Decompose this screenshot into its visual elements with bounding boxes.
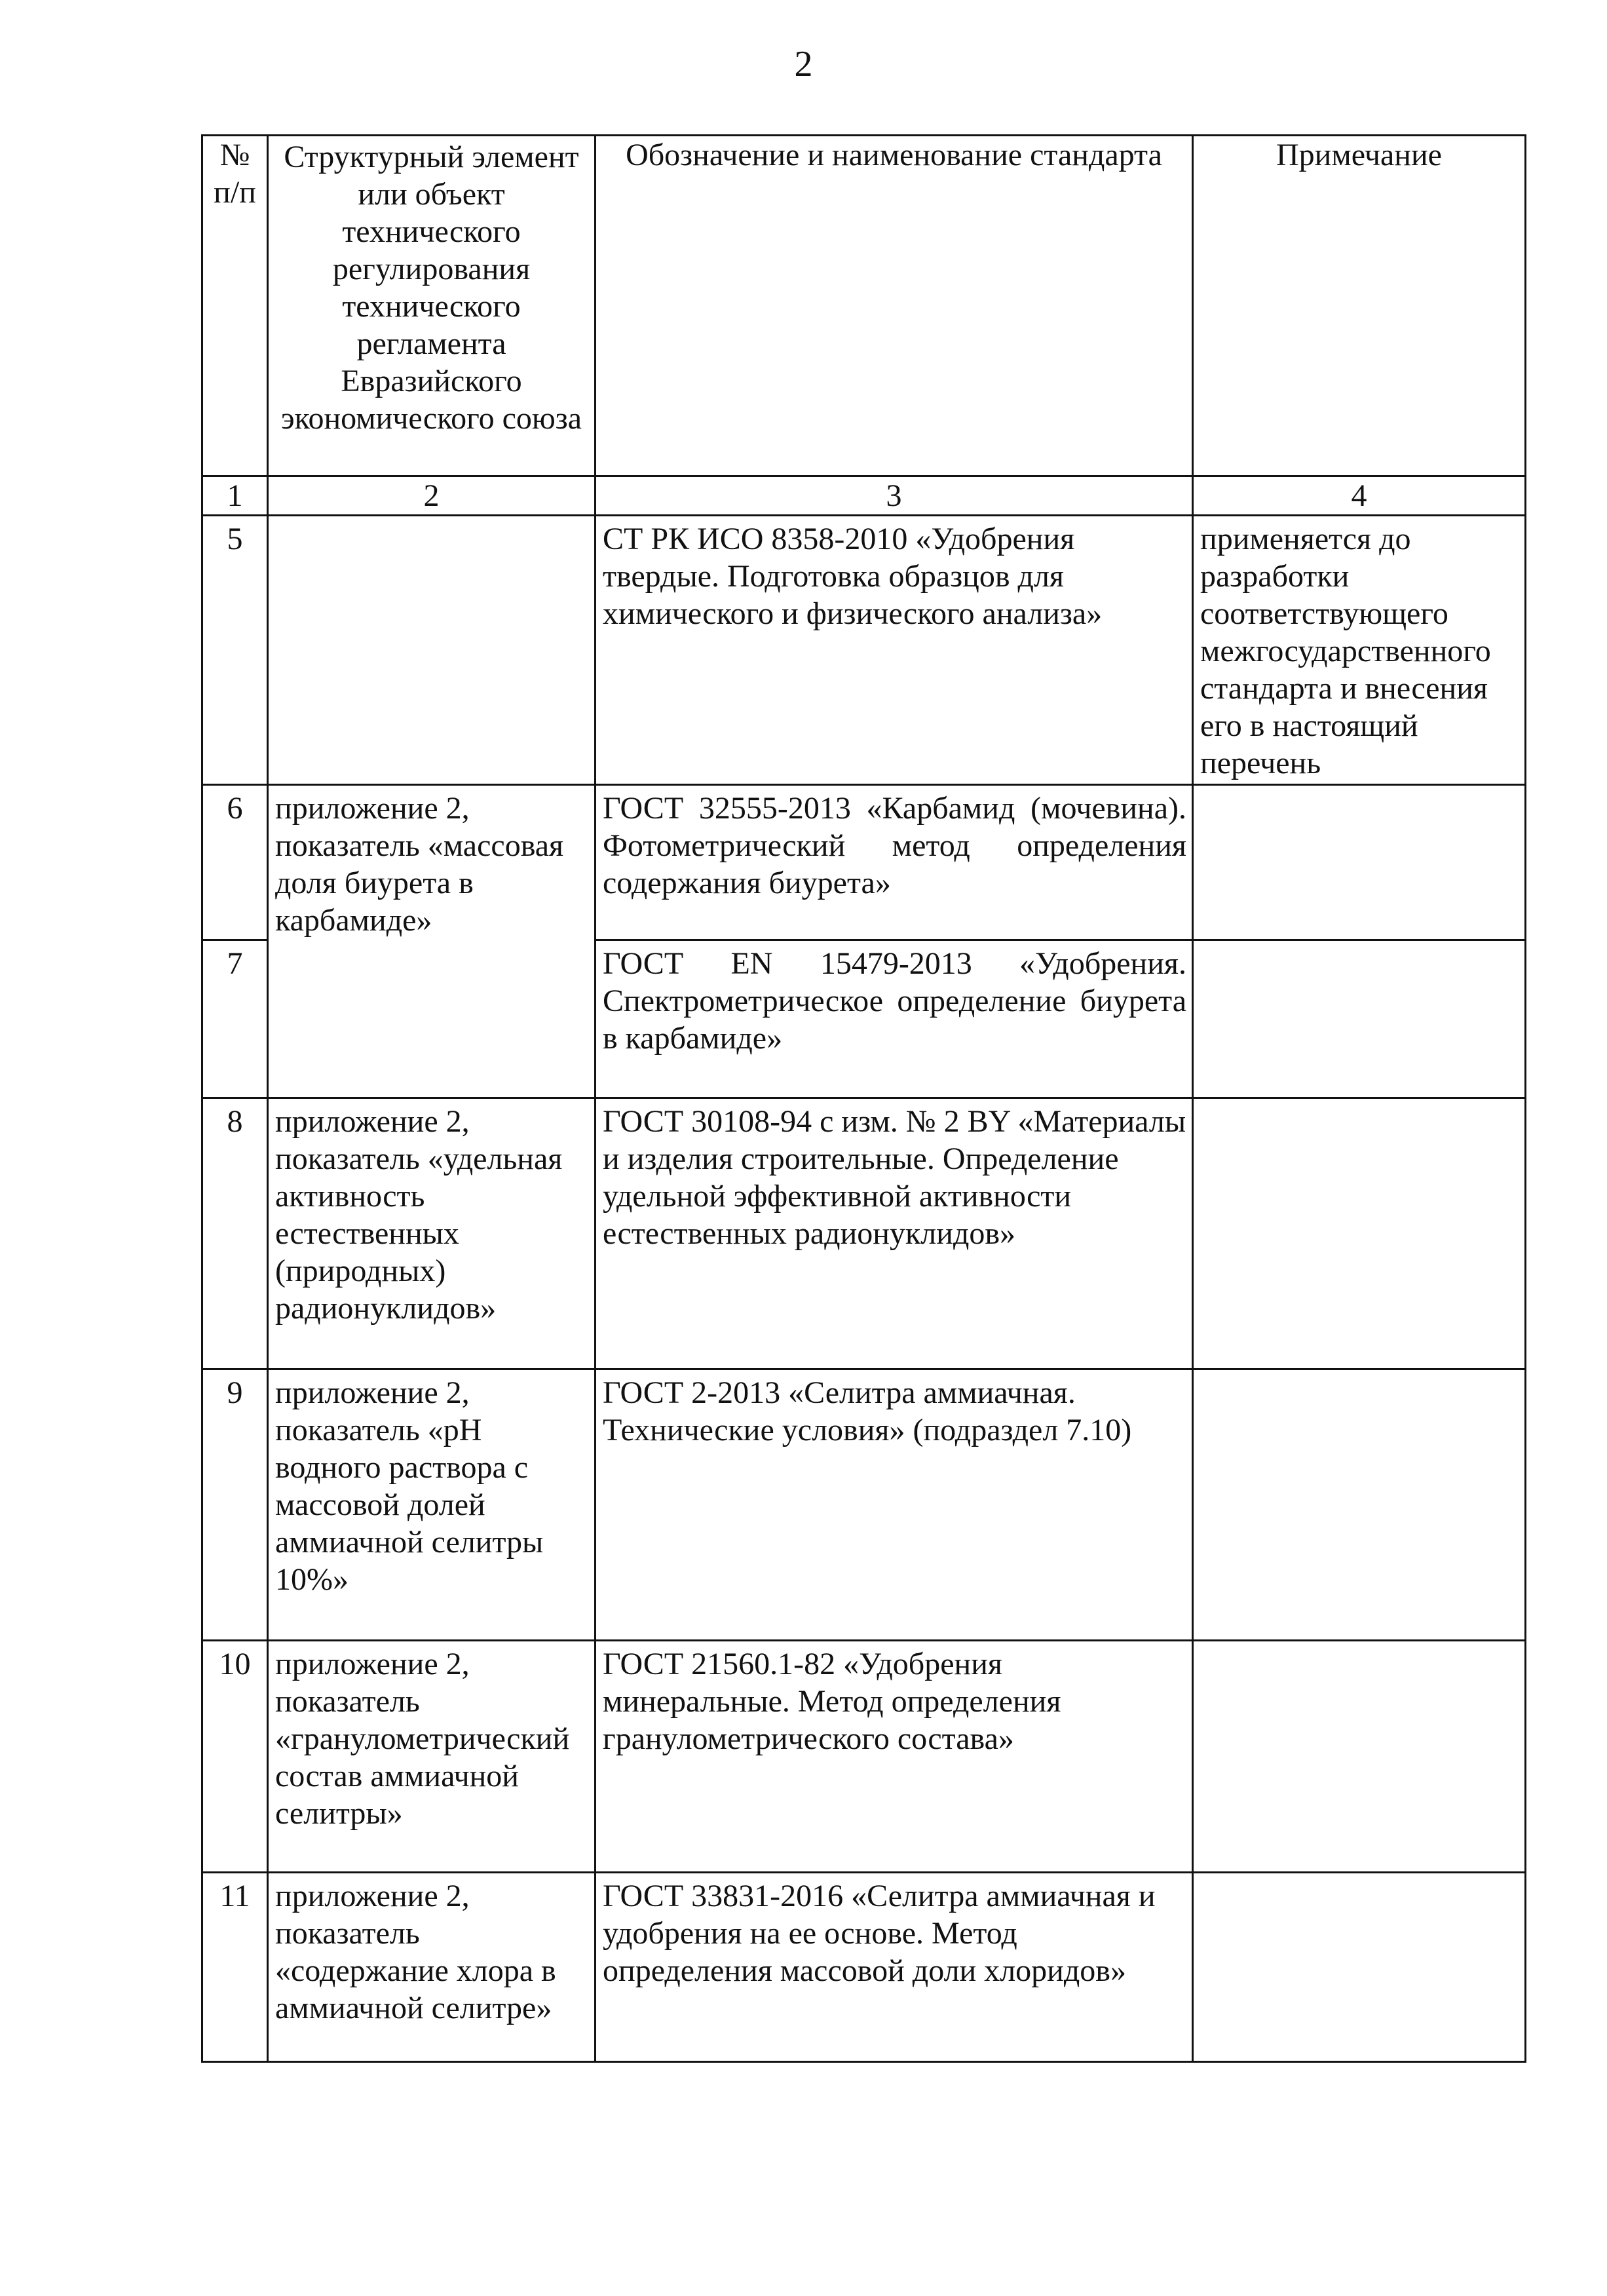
column-number-cell: 4 (1193, 476, 1526, 516)
row-number: 11 (202, 1873, 268, 2062)
standards-table (201, 134, 1526, 2063)
column-number-cell: 2 (268, 476, 596, 516)
row-standard: ГОСТ 33831-2016 «Селитра аммиачная и удобрения на ее основе. Метод определения массовой доли хлоридов» (596, 1873, 1193, 2062)
column-number-row (202, 476, 1526, 516)
row-number: 5 (202, 516, 268, 785)
page-number: 2 (794, 44, 813, 85)
header-element (268, 136, 596, 476)
row-note (1193, 1641, 1526, 1873)
table-row (202, 1098, 1526, 1369)
header-number (202, 136, 268, 476)
row-note (1193, 940, 1526, 1098)
row-standard: ГОСТ 2-2013 «Селитра аммиачная. Технические условия» (подраздел 7.10) (596, 1369, 1193, 1641)
row-standard: ГОСТ EN 15479-2013 «Удобрения. Спектрометрическое определение биурета в карбамиде» (596, 940, 1193, 1098)
row-note (1193, 1369, 1526, 1641)
table-row (202, 785, 1526, 940)
header-note-text: Примечание (1276, 138, 1442, 172)
row-note (1193, 1873, 1526, 2062)
row-number: 7 (202, 940, 268, 1098)
table-header-row (202, 136, 1526, 476)
row-element (268, 516, 596, 785)
row-element: приложение 2, показатель «массовая доля биурета в карбамиде» (268, 785, 596, 1098)
row-element: приложение 2, показатель «pH водного раствора с массовой долей аммиачной селитры 10%» (268, 1369, 596, 1641)
table-row (202, 1641, 1526, 1873)
header-number-text: № п/п (214, 138, 256, 210)
row-number: 8 (202, 1098, 268, 1369)
row-standard: СТ РК ИСО 8358-2010 «Удобрения твердые. Подготовка образцов для химического и физического анализа» (596, 516, 1193, 785)
row-standard: ГОСТ 32555-2013 «Карбамид (мочевина). Фотометрический метод определения содержания биурета» (596, 785, 1193, 940)
row-note (1193, 1098, 1526, 1369)
row-element: приложение 2, показатель «гранулометрический состав аммиачной селитры» (268, 1641, 596, 1873)
row-standard: ГОСТ 30108-94 с изм. № 2 BY «Материалы и изделия строительные. Определение удельной эффективной активности естественных радионуклидов» (596, 1098, 1193, 1369)
table-row (202, 516, 1526, 785)
column-number-cell: 1 (202, 476, 268, 516)
row-note (1193, 785, 1526, 940)
row-element: приложение 2, показатель «содержание хлора в аммиачной селитре» (268, 1873, 596, 2062)
row-number: 10 (202, 1641, 268, 1873)
header-element-text: Структурный элемент или объект технического регулирования технического регламента Евразийского экономического союза (280, 140, 582, 436)
header-standard (596, 136, 1193, 476)
row-note: применяется до разработки соответствующего межгосударственного стандарта и внесения его в настоящий перечень (1193, 516, 1526, 785)
table-row (202, 1873, 1526, 2062)
column-number-cell: 3 (596, 476, 1193, 516)
header-note (1193, 136, 1526, 476)
table-row (202, 1369, 1526, 1641)
row-element: приложение 2, показатель «удельная активность естественных (природных) радионуклидов» (268, 1098, 596, 1369)
row-number: 9 (202, 1369, 268, 1641)
row-number: 6 (202, 785, 268, 940)
header-standard-text: Обозначение и наименование стандарта (626, 138, 1162, 172)
row-standard: ГОСТ 21560.1-82 «Удобрения минеральные. Метод определения гранулометрического состава» (596, 1641, 1193, 1873)
